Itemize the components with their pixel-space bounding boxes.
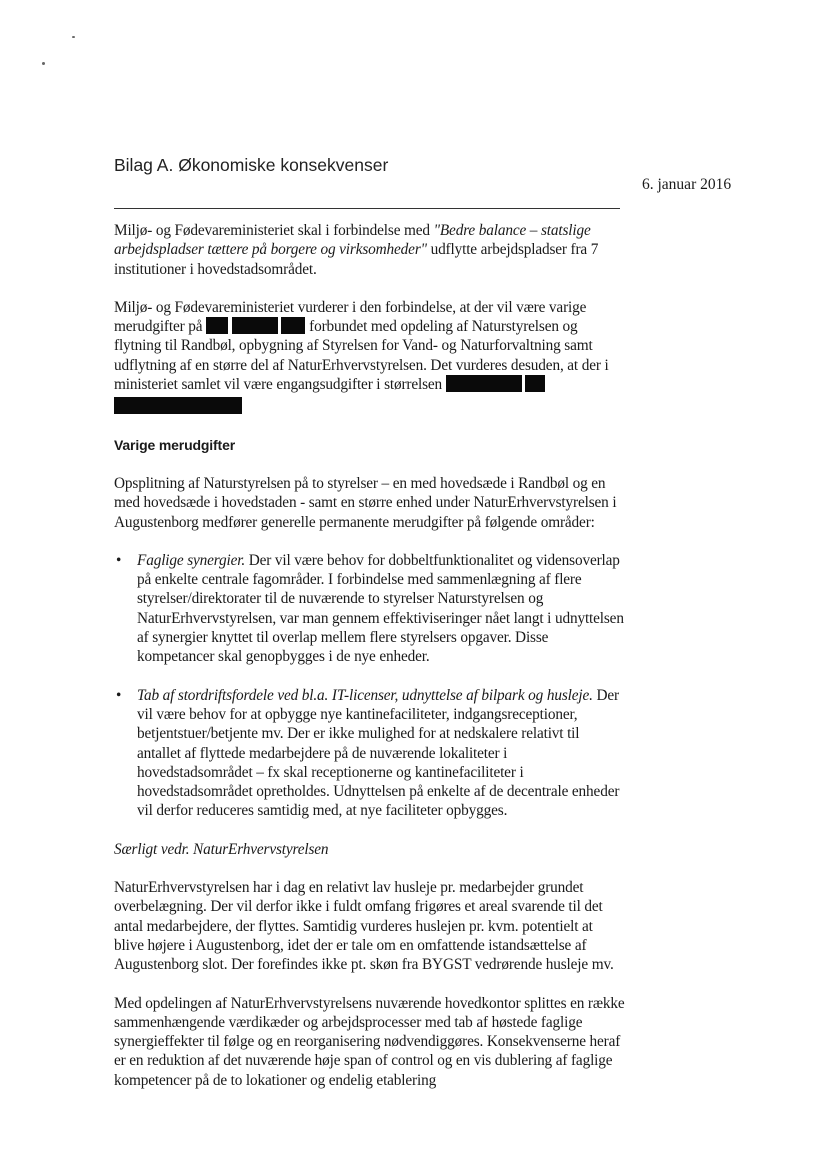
assessment-paragraph: Miljø- og Fødevareministeriet vurderer i den forbindelse, at der vil være varige merudgifter på forbundet med opdeling af Naturstyrelsen og flytning til Randbøl, opbygning af Styrelsen for Vand- og Naturforvaltning samt udflytning af en større del af NaturErhvervstyrelsen. Det vurderes desuden, at der i ministeriet samlet vil være engangsudgifter i størrelsen <box>114 298 626 417</box>
subsection-heading: Særligt vedr. NaturErhvervstyrelsen <box>114 840 329 858</box>
bullet-label: Faglige synergier. <box>137 551 246 569</box>
bullet-item: • Tab af stordriftsfordele ved bl.a. IT-licenser, udnyttelse af bilpark og husleje. Der vil være behov for at opbygge nye kantinefaciliteter, indgangsreceptioner, betjentstuer/betjente mv. Der er ikke mulighed for at nedskalere relativt til antallet af flyttede medarbejdere på de nuværende lokaliteter i hovedstadsområdet – fx skal receptionerne og kantinefaciliteter i hovedstadsområdet opretholdes. Udnyttelsen på enkelte af de decentrale enheder vil derfor reduceres samtidig med, at nye faciliteter opbygges. <box>116 686 620 820</box>
bullet-item: • Faglige synergier. Der vil være behov for dobbeltfunktionalitet og vidensoverlap på enkelte centrale fagområder. I forbindelse med sammenlægning af flere styrelser/direktorater til de nuværende to styrelser Naturstyrelsen og NaturErhvervstyrelsen, var man gennem effektiviseringer nået langt i udnyttelsen af synergier knyttet til overlap mellem flere styrelsers opgaver. Disse kompetancer skal genopbygges i de nye enheder. <box>116 551 624 666</box>
title-rule <box>114 208 620 209</box>
redaction-block <box>206 317 228 334</box>
bullet-list <box>114 551 626 821</box>
document-body <box>114 221 626 1109</box>
special-paragraph: NaturErhvervstyrelsen har i dag en relativt lav husleje pr. medarbejder grundet overbelægning. Der vil derfor ikke i fuldt omfang frigøres et areal svarende til det antal medarbejdere, der flyttes. Samtidig vurderes huslejen pr. kvm. potentielt at blive højere i Augustenborg, idet der er tale om en omfattende istandsættelse af Augustenborg slot. Der forefindes ikke pt. skøn fra BYGST vedrørende husleje mv. <box>114 879 614 974</box>
redaction-block <box>232 317 278 334</box>
document-date: 6. januar 2016 <box>642 176 732 193</box>
redaction-block <box>525 375 545 392</box>
redaction-block <box>446 375 522 392</box>
closing-paragraph: Med opdelingen af NaturErhvervstyrelsens nuværende hovedkontor splittes en række sammenhængende værdikæder og arbejdsprocesser med tab af høstede faglige synergieffekter til følge og en reorganisering nødvendiggøres. Konsekvenserne heraf er en reduktion af det nuværende høje span of control og en vis dublering af faglige kompetencer på de to lokationer og endelig etablering <box>114 994 625 1089</box>
intro-paragraph: Miljø- og Fødevareministeriet skal i forbindelse med "Bedre balance – statslige arbejdspladser tættere på borgere og virksomheder" udflytte arbejdspladser fra 7 institutioner i hovedstadsområdet. <box>114 222 599 278</box>
bullet-icon: • <box>116 551 122 569</box>
bullet-label: Tab af stordriftsfordele ved bl.a. IT-licenser, udnyttelse af bilpark og husleje. <box>137 686 593 704</box>
initiative-title: "Bedre balance – statslige arbejdspladser tættere på borgere og virksomheder" <box>114 222 591 259</box>
section-heading: Varige merudgifter <box>114 436 236 453</box>
scan-speck <box>72 36 75 38</box>
redaction-block <box>114 397 242 414</box>
scan-speck <box>42 62 45 65</box>
bullet-icon: • <box>116 686 122 704</box>
document-title: Bilag A. Økonomiske konsekvenser <box>114 155 389 175</box>
redaction-block <box>281 317 305 334</box>
permanent-intro: Opsplitning af Naturstyrelsen på to styrelser – en med hovedsæde i Randbøl og en med hovedsæde i hovedstaden - samt en større enhed under NaturErhvervstyrelsen i Augustenborg medfører generelle permanente merudgifter på følgende områder: <box>114 474 617 531</box>
